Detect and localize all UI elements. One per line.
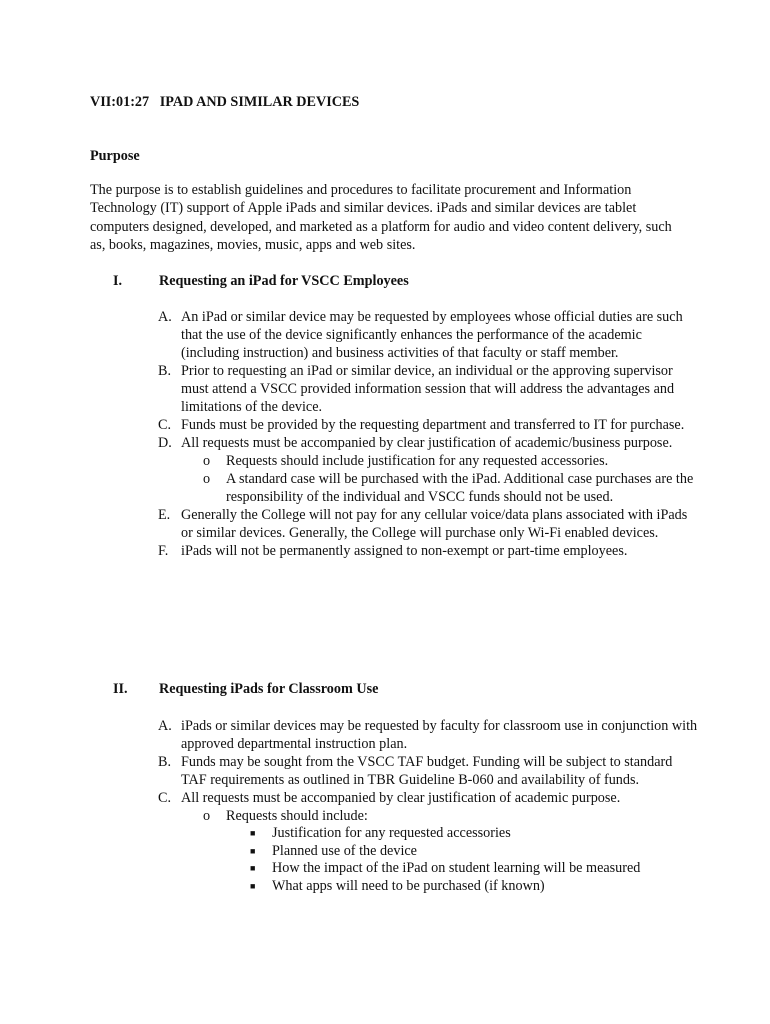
item-text: Funds may be sought from the VSCC TAF budget. Funding will be subject to standard TAF requirements as outlined in TBR Guideline B-060 and availability of funds. (181, 754, 673, 788)
item-letter: A. (158, 309, 172, 325)
purpose-heading: Purpose (90, 148, 140, 164)
section-2-title: Requesting iPads for Classroom Use (159, 681, 379, 697)
sub-item-text: Requests should include justification for any requested accessories. (226, 453, 609, 469)
list-item (158, 434, 698, 452)
item-text: All requests must be accompanied by clear justification of academic/business purpose. (181, 435, 673, 451)
list-item (158, 789, 698, 807)
item-text: All requests must be accompanied by clear justification of academic purpose. (181, 790, 621, 806)
list-item (158, 362, 698, 416)
item-letter: B. (158, 363, 172, 379)
list-item (158, 416, 698, 434)
item-text: Prior to requesting an iPad or similar device, an individual or the approving supervisor must attend a VSCC provided information session that will address the advantages and limitations of the device. (181, 363, 675, 415)
list-item (158, 308, 698, 362)
list-item (158, 753, 698, 789)
bullet-text: How the impact of the iPad on student learning will be measured (272, 860, 641, 877)
item-letter: C. (158, 790, 172, 806)
bullet-list-item (158, 878, 698, 896)
bullet-list-item (158, 825, 698, 843)
sub-list-item (158, 807, 698, 825)
section-2-list (158, 717, 698, 895)
item-letter: D. (158, 435, 172, 451)
purpose-paragraph: The purpose is to establish guidelines and procedures to facilitate procurement and Information Technology (IT) support of Apple iPads and similar devices. iPads and similar devices are tablet computers designed, developed, and marketed as a platform for audio and video content delivery, such as, books, magazines, movies, music, apps and web sites. (90, 182, 672, 253)
bullet-text: What apps will need to be purchased (if known) (272, 877, 545, 894)
item-text: Generally the College will not pay for any cellular voice/data plans associated with iPads or similar devices. Generally, the College will purchase only Wi-Fi enabled devices. (181, 507, 688, 541)
bullet-text: Planned use of the device (272, 842, 417, 859)
item-letter: C. (158, 417, 172, 433)
list-item (158, 717, 698, 753)
square-bullet-icon: ■ (250, 828, 256, 838)
circle-bullet-icon: o (203, 453, 211, 469)
list-item (158, 506, 698, 542)
sub-list-item (158, 452, 698, 470)
circle-bullet-icon: o (203, 808, 211, 824)
bullet-text: Justification for any requested accessories (272, 825, 511, 841)
section-2-number: II. (113, 681, 128, 697)
bullet-list-item (158, 843, 698, 861)
item-letter: B. (158, 754, 172, 770)
square-bullet-icon: ■ (250, 845, 256, 856)
bullet-list-item (158, 860, 698, 878)
list-item (158, 542, 698, 560)
item-letter: A. (158, 718, 172, 734)
item-letter: F. (158, 543, 169, 559)
square-bullet-icon: ■ (250, 880, 256, 891)
document-title: VII:01:27 IPAD AND SIMILAR DEVICES (90, 94, 360, 110)
sub-item-text: A standard case will be purchased with the iPad. Additional case purchases are the responsibility of the individual and VSCC funds should not be used. (226, 471, 694, 505)
sub-item-text: Requests should include: (226, 808, 368, 824)
section-1-number: I. (113, 273, 123, 289)
section-1-list (158, 308, 698, 560)
item-text: iPads will not be permanently assigned to non-exempt or part-time employees. (181, 543, 628, 559)
item-text: Funds must be provided by the requesting department and transferred to IT for purchase. (181, 417, 685, 433)
item-text: iPads or similar devices may be requested by faculty for classroom use in conjunction with approved departmental instruction plan. (181, 718, 698, 752)
item-text: An iPad or similar device may be requested by employees whose official duties are such that the use of the device significantly enhances the performance of the academic (including instruction) and business activities of that faculty or staff member. (181, 309, 683, 361)
square-bullet-icon: ■ (250, 863, 256, 874)
sub-list-item (158, 470, 698, 506)
section-1-title: Requesting an iPad for VSCC Employees (159, 273, 409, 289)
item-letter: E. (158, 507, 171, 523)
circle-bullet-icon: o (203, 471, 211, 487)
